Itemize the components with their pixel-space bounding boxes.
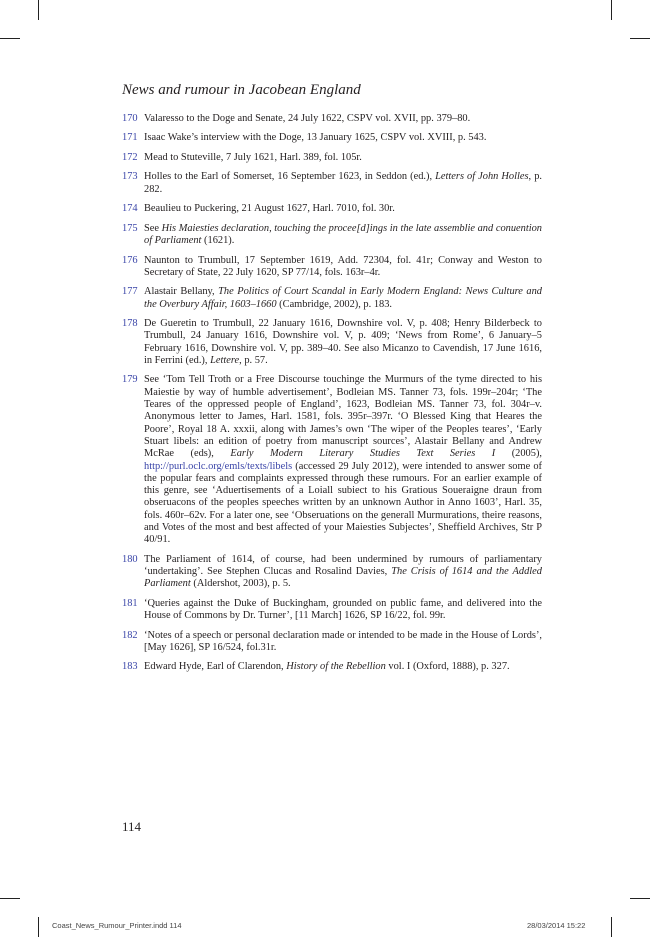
crop-mark: [38, 0, 39, 20]
endnote-text: Valaresso to the Doge and Senate, 24 July 1622, CSPV vol. XVII, pp. 379–80.: [144, 113, 471, 124]
endnote-text: De Gueretin to Trumbull, 22 January 1616, Downshire vol. V, p. 408; Henry Bilderbeck to Trumbull, 24 January 1616, Downshire vol. V, p. 409; ‘News from Rome’, 6 January–5 February 1616, Downshire vol. V, pp. 389–40. See also Micanzo to Cavendish, 17 June 1616, in Ferrini (ed.),: [144, 318, 542, 366]
endnote-text: See ‘Tom Tell Troth or a Free Discourse touchinge the Murmurs of the tyme directed to his Maiestie by way of humble advertisement’, Bodleian MS. Tanner 73, fols. 199r–204r; ‘The Teares of the oppressed people of England’, 1623, Bodleian MS. Tanner 73, fol. 304r–v. Anonymous letter to James, Harl. 1581, fols. 395r–397r. ‘O Blessed King that Heares the Poore’, Royal 18 A. xxxii, along with James’s own ‘The wiper of the Peoples teares’, ‘Early Stuart libels: an edition of poetry from manuscript sources’, Alastair Bellany and Andrew McRae (eds),: [144, 374, 542, 460]
endnote-number: 178: [122, 318, 138, 330]
crop-mark: [611, 0, 612, 20]
endnote-number: 176: [122, 254, 138, 266]
endnote: [122, 113, 542, 125]
crop-mark: [0, 38, 20, 39]
endnote: [122, 286, 542, 311]
crop-mark: [38, 917, 39, 937]
endnote-text: The Parliament of 1614, of course, had been undermined by rumours of parliamentary ‘undertaking’. See Stephen Clucas and Rosalind Davies,: [144, 553, 542, 578]
endnote-number: 180: [122, 553, 138, 565]
italic-title: Early Modern Literary Studies Text Series I: [230, 448, 496, 460]
italic-title: His Maiesties declaration, touching the procee[d]ings in the late assemblie and conuention of Parliament: [144, 222, 542, 247]
endnote-text: ‘Queries against the Duke of Buckingham, grounded on public fame, and delivered into the House of Commons by Dr. Turner’, [11 March] 1626, SP 16/22, fol. 99r.: [144, 597, 542, 622]
crop-mark: [0, 898, 20, 899]
endnote-number: 172: [122, 151, 138, 163]
endnote-text: Holles to the Earl of Somerset, 16 September 1623, in Seddon (ed.),: [144, 171, 436, 183]
endnote: [122, 374, 542, 546]
endnote-number: 182: [122, 629, 138, 641]
endnote-number: 181: [122, 597, 138, 609]
endnote-text: vol. I (Oxford, 1888), p. 327.: [385, 661, 510, 673]
slug-timestamp: 28/03/2014 15:22: [527, 921, 586, 930]
endnote: [122, 630, 542, 655]
endnote: [122, 598, 542, 623]
slug-filename: Coast_News_Rumour_Printer.indd 114: [52, 921, 182, 930]
endnote-text: Naunton to Trumbull, 17 September 1619, Add. 72304, fol. 41r; Conway and Weston to Secretary of State, 22 July 1620, SP 77/14, fols. 163r–4r.: [144, 254, 542, 278]
endnote-number: 171: [122, 132, 138, 144]
endnote: [122, 661, 542, 673]
endnote-text: (Cambridge, 2002), p. 183.: [276, 298, 393, 310]
endnote: [122, 203, 542, 215]
endnote-text: Mead to Stuteville, 7 July 1621, Harl. 389, fol. 105r.: [144, 151, 362, 163]
endnote-text: , p. 282.: [144, 171, 542, 195]
endnote: [122, 223, 542, 248]
endnote-number: 170: [122, 113, 138, 124]
endnote-number: 177: [122, 286, 138, 298]
endnote-text: (2005),: [495, 448, 542, 460]
endnote-number: 174: [122, 203, 138, 215]
endnote-text: (Aldershot, 2003), p. 5.: [190, 578, 291, 590]
italic-title: The Crisis of 1614 and the Addled Parliament: [144, 566, 542, 590]
endnote-text: See: [144, 222, 162, 234]
endnote-number: 179: [122, 374, 138, 386]
endnote: [122, 171, 542, 196]
endnote-number: 175: [122, 222, 138, 234]
endnote: [122, 152, 542, 164]
endnote: [122, 554, 542, 591]
url-link[interactable]: http://purl.oclc.org/emls/texts/libels: [144, 460, 293, 472]
crop-mark: [630, 898, 650, 899]
italic-title: History of the Rebellion: [286, 661, 386, 673]
endnote-text: Alastair Bellany,: [144, 286, 219, 298]
italic-title: Letters of John Holles: [435, 171, 529, 183]
italic-title: The Politics of Court Scandal in Early Modern England: News Culture and the Overbury Affair, 1603–1660: [144, 286, 542, 310]
endnote-text: Beaulieu to Puckering, 21 August 1627, Harl. 7010, fol. 30r.: [144, 203, 395, 215]
endnote: [122, 132, 542, 144]
endnote-number: 183: [122, 661, 138, 673]
endnote-text: (1621).: [201, 235, 235, 247]
endnote-text: ‘Notes of a speech or personal declaration made or intended to be made in the House of Lords’, [May 1626], SP 16/524, fol.31r.: [144, 629, 542, 653]
endnotes-list: [122, 113, 542, 681]
endnote-text: (accessed 29 July 2012), were intended to answer some of the popular fears and complaints expressed through these rumours. For an earlier example of this genre, see ‘Aduertisements of a Loiall subiect to his Gratious Soueraigne draun from obseruacons of the peoples speeches written by an unknown Author in Anno 1603’, Harl. 35, fols. 460r–62v. For a later one, see ‘Obseruations on the generall Murmurations, theire reasons, and Votes of the most and best affected of your Maiesties Subjectes’, Sheffield Archives, Str P 40/91.: [144, 460, 542, 546]
running-head: News and rumour in Jacobean England: [122, 82, 361, 98]
page-number: 114: [122, 819, 142, 834]
endnote-text: , p. 57.: [239, 354, 268, 366]
endnote-text: Edward Hyde, Earl of Clarendon,: [144, 661, 287, 673]
endnote-text: Isaac Wake’s interview with the Doge, 13 January 1625, CSPV vol. XVIII, p. 543.: [144, 132, 487, 144]
crop-mark: [630, 38, 650, 39]
endnote: [122, 318, 542, 367]
italic-title: Lettere: [210, 354, 240, 366]
crop-mark: [611, 917, 612, 937]
endnote-number: 173: [122, 171, 138, 183]
endnote: [122, 255, 542, 280]
